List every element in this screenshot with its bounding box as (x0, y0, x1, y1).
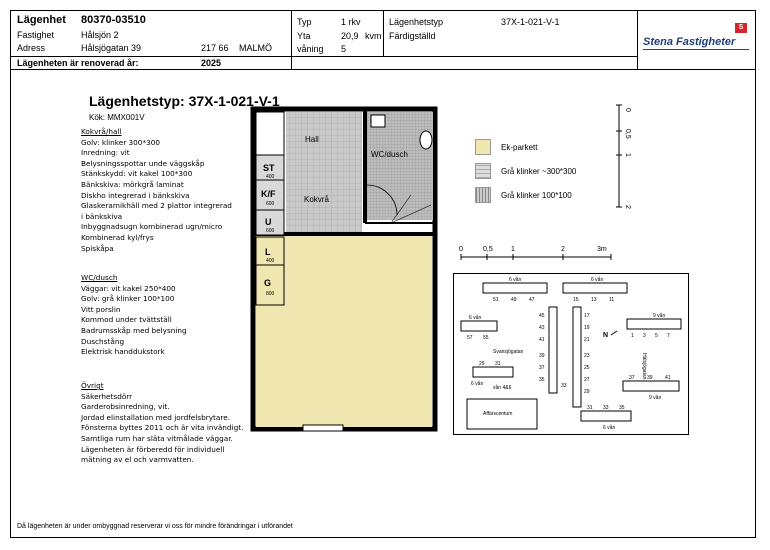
wc-line: Kommod under tvättställ (81, 315, 172, 325)
site-num: 5 (655, 333, 658, 339)
label-kf-width: 600 (266, 201, 275, 207)
site-map (453, 273, 689, 435)
ort: MALMÖ (239, 43, 273, 53)
renoverad-value: 2025 (201, 58, 222, 68)
kok-line: Spiskåpa (81, 243, 114, 253)
wc-floor (367, 112, 433, 220)
site-num: 37 (629, 375, 635, 381)
kok-line: Stänkskydd: vit kakel 100*300 (81, 169, 193, 179)
legend-item (475, 187, 572, 203)
floor-plan (241, 105, 441, 435)
site-num: 23 (584, 353, 590, 359)
label-l: L (265, 247, 271, 257)
wc-heading: WC/dusch (81, 273, 118, 282)
north-arrow: N (603, 332, 609, 339)
site-num: 7 (667, 333, 670, 339)
kok-line: Diskho integrerad i bänkskiva (81, 190, 190, 200)
site-num: 35 (619, 405, 625, 411)
site-num: 25 (584, 365, 590, 371)
label-kokvra: Kokvrå (304, 195, 329, 204)
site-num: 11 (609, 297, 615, 303)
site-num: 41 (665, 375, 671, 381)
site-label: 6 vån (509, 277, 522, 283)
vscale-1: 1 (624, 153, 631, 157)
vaning-value: 5 (341, 44, 347, 54)
lagenhet-value: 80370-03510 (81, 14, 146, 26)
header-table (11, 11, 755, 70)
ovrigt-line: Garderobsinredning, vit. (81, 402, 170, 412)
site-num: 49 (511, 297, 517, 303)
kok-line: Kombinerad kyl/frys (81, 232, 154, 242)
site-label: 6 vån (603, 425, 616, 431)
fastighet-label: Fastighet (17, 30, 55, 40)
stena-wordmark: Stena Fastigheter (643, 36, 736, 48)
site-label: vån 4&6 (493, 385, 512, 391)
label-kf: K/F (261, 189, 276, 199)
site-num: 55 (483, 335, 489, 341)
legend-label: Ek-parkett (501, 142, 538, 152)
site-num: 47 (529, 297, 535, 303)
site-num: 29 (479, 361, 485, 367)
wc-line: Badrumsskåp med belysning (81, 325, 187, 335)
kok-line: Bänkskiva: mörkgrå laminat (81, 179, 184, 189)
label-l-width: 400 (266, 258, 275, 264)
legend-label: Grå klinker 100*100 (501, 190, 572, 200)
label-g: G (264, 278, 272, 288)
label-st: ST (263, 163, 275, 173)
lagenhetstyp-value: 37X-1-021-V-1 (501, 17, 560, 27)
vaning-label: våning (297, 44, 324, 54)
postnr: 217 66 (201, 43, 229, 53)
kok-line: Glaskeramikhäll med 2 plattor integrerad (81, 201, 232, 211)
site-num: 37 (539, 365, 545, 371)
page-title: Lägenhetstyp: 37X-1-021-V-1 (89, 93, 280, 109)
label-g-width: 800 (266, 291, 275, 297)
ovrigt-section (81, 381, 243, 466)
wc-line: Golv: grå klinker 100*100 (81, 294, 175, 304)
site-num: 31 (495, 361, 501, 367)
kok-code: Kök: MMX001V (89, 113, 145, 122)
stena-badge: S (735, 23, 747, 33)
legend-swatch-parkett (475, 139, 491, 155)
adress-label: Adress (17, 43, 46, 53)
site-num: 39 (539, 353, 545, 359)
ovrigt-line: Jordad elinstallation med jordfelsbrytare. (81, 412, 231, 422)
lagenhet-label: Lägenhet (17, 14, 66, 26)
site-num: 33 (603, 405, 609, 411)
label-st-width: 400 (266, 174, 275, 180)
adress-value: Hålsjögatan 39 (81, 43, 142, 53)
site-label: 6 vån (591, 277, 604, 283)
site-num: 21 (584, 337, 590, 343)
floorplan-sheet (10, 10, 756, 538)
kok-line: Inredning: vit (81, 148, 130, 158)
footer-disclaimer: Då lägenheten är under ombyggnad reserverar vi oss för mindre förändringar i utförandet (17, 523, 293, 530)
site-num: 27 (584, 377, 590, 383)
site-num: 33 (561, 383, 567, 389)
yta-label: Yta (297, 31, 311, 41)
vscale-05: 0,5 (624, 129, 631, 139)
hscale-05: 0,5 (483, 246, 493, 253)
legend-label: Grå klinker ~300*300 (501, 166, 577, 176)
site-num: 13 (591, 297, 597, 303)
site-num: 41 (539, 337, 545, 343)
wc-line: Elektrisk handdukstork (81, 347, 165, 357)
ovrigt-line: Fönsterna byttes 2011 och är vita invändigt. (81, 423, 244, 433)
site-num: 17 (584, 313, 590, 319)
hscale-2: 2 (561, 246, 565, 253)
hscale-3m: 3m (597, 246, 607, 253)
label-u-width: 600 (266, 228, 275, 234)
kok-line: i bänkskiva (81, 211, 123, 221)
wc-section (81, 273, 187, 358)
renoverad-label: Lägenheten är renoverad år: (17, 58, 139, 68)
site-label: 9 vån (649, 395, 662, 401)
kok-line: Belysningsspottar unde väggskåp (81, 158, 205, 168)
site-num: 35 (539, 377, 545, 383)
legend-item (475, 139, 537, 155)
ovrigt-line: Säkerhetsdörr (81, 391, 133, 401)
site-label: 6 vån (469, 315, 482, 321)
ovrigt-line: Lägenheten är förberedd för individuell (81, 444, 225, 454)
kok-section (81, 127, 232, 254)
wc-line: Vitt porslin (81, 304, 121, 314)
hscale-0: 0 (459, 246, 463, 253)
site-num: 43 (539, 325, 545, 331)
site-num: 3 (643, 333, 646, 339)
wc-line: Väggar: vit kakel 250*400 (81, 283, 176, 293)
lagenhetstyp-label: Lägenhetstyp (389, 17, 444, 27)
label-hall: Hall (305, 135, 319, 144)
site-num: 45 (539, 313, 545, 319)
site-affarscentrum: Affärscentum (483, 411, 513, 417)
ovrigt-line: mätning av el och varmvatten. (81, 455, 194, 465)
site-label: 6 vån (471, 381, 484, 387)
vscale-0: 0 (624, 108, 631, 112)
site-num: 15 (573, 297, 579, 303)
horizontal-scale (457, 243, 617, 265)
legend-swatch-klinker100 (475, 187, 491, 203)
typ-label: Typ (297, 17, 312, 27)
ovrigt-line: Samtliga rum har släta vitmålade väggar. (81, 433, 233, 443)
legend-item (475, 163, 576, 179)
site-num: 39 (647, 375, 653, 381)
street-svansjogatan: Svansjögatan (493, 349, 524, 355)
hall-floor (286, 112, 362, 232)
site-num: 31 (587, 405, 593, 411)
label-u: U (265, 217, 272, 227)
wc-line: Duschstång (81, 336, 125, 346)
vertical-scale (611, 103, 641, 213)
site-num: 29 (584, 389, 590, 395)
kok-heading: Kokvrå/hall (81, 127, 122, 136)
vscale-2: 2 (624, 205, 631, 209)
street-halsjogatan: Hålsjögatan (641, 353, 647, 380)
yta-value: 20,9 (341, 31, 359, 41)
legend-swatch-klinker300 (475, 163, 491, 179)
yta-unit: kvm (365, 31, 382, 41)
typ-value: 1 rkv (341, 17, 361, 27)
label-wc: WC/dusch (371, 150, 408, 159)
site-num: 19 (584, 325, 590, 331)
site-num: 57 (467, 335, 473, 341)
stena-logo (643, 23, 751, 53)
site-num: 1 (631, 333, 634, 339)
fardigstalld-label: Färdigställd (389, 31, 436, 41)
ovrigt-heading: Övrigt (81, 381, 104, 390)
kok-line: Inbyggnadsugn kombinerad ugn/micro (81, 222, 223, 232)
kok-line: Golv: klinker 300*300 (81, 137, 161, 147)
fastighet-value: Hålsjön 2 (81, 30, 119, 40)
hscale-1: 1 (511, 246, 515, 253)
site-label: 9 vån (653, 313, 666, 319)
site-num: 51 (493, 297, 499, 303)
